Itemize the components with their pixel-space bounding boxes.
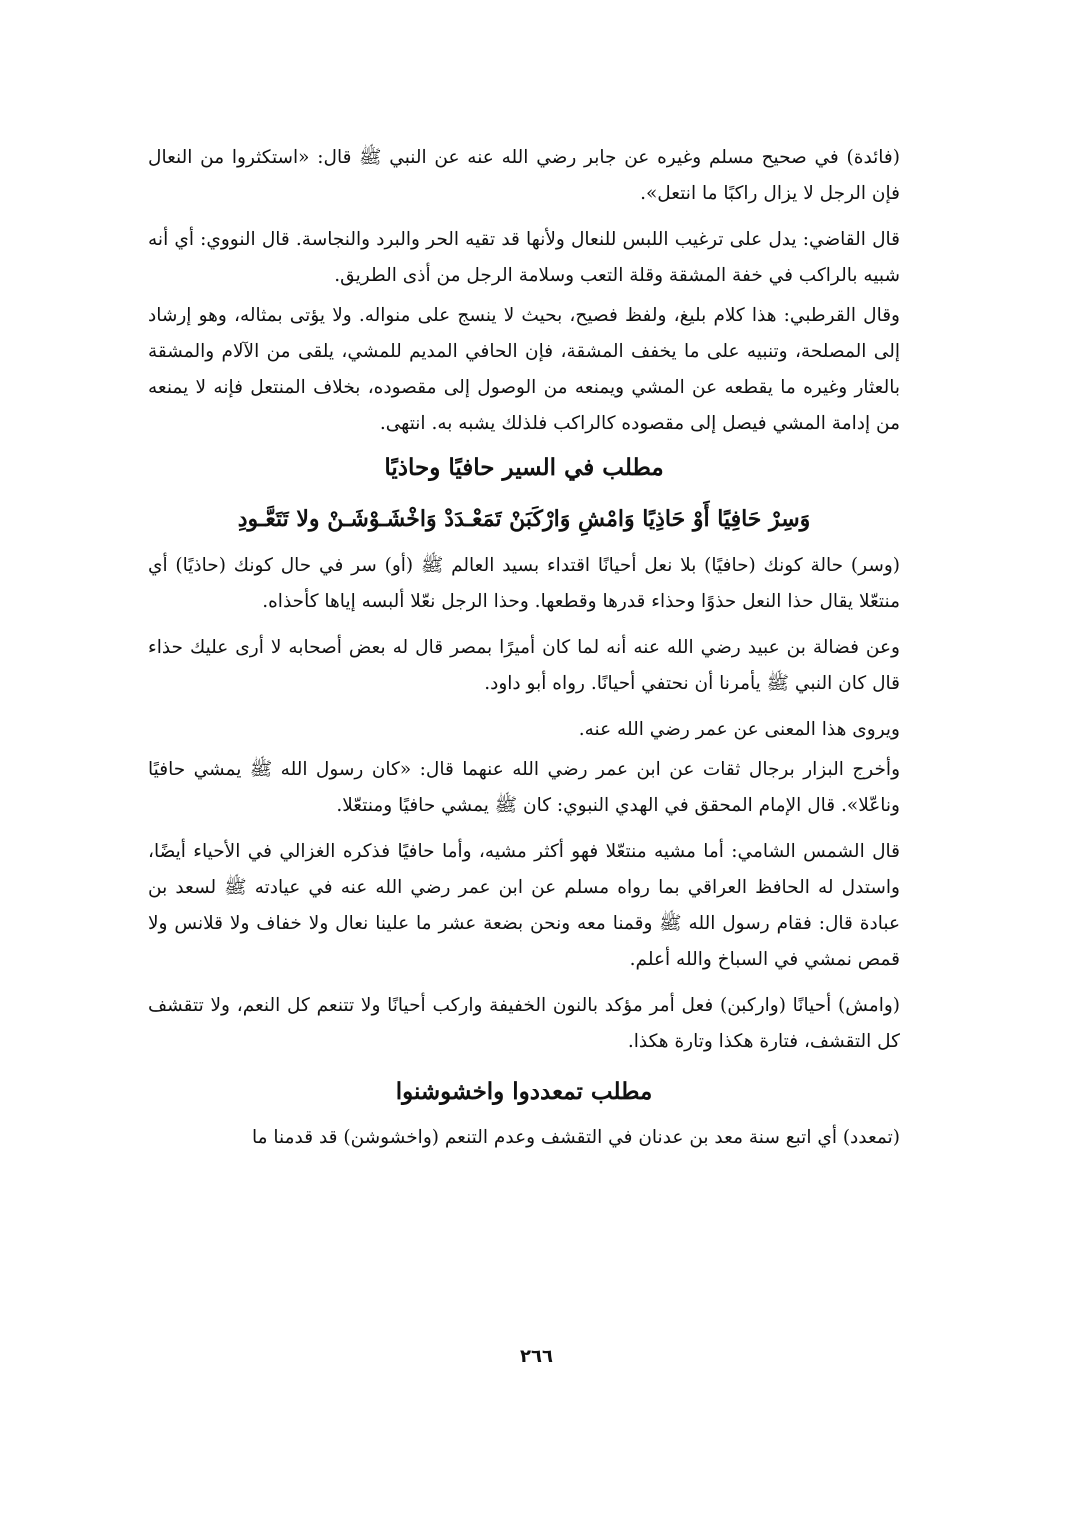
- paragraph-umar-narration: ويروى هذا المعنى عن عمر رضي الله عنه.: [578, 719, 900, 740]
- page-number: ٢٦٦: [520, 1346, 553, 1367]
- page-content: [148, 140, 900, 1166]
- section-heading-tamaadadu: مطلب تمعددوا واخشوشنوا: [395, 1078, 653, 1105]
- section-heading-walking-barefoot: مطلب في السير حافيًا وحاذيًا: [384, 454, 664, 481]
- paragraph-fadala-hadith: وعن فضالة بن عبيد رضي الله عنه أنه لما كان أميرًا بمصر قال له بعض أصحابه لا أرى عليك حذاء قال كان النبي ﷺ يأمرنا أن نحتفي أحيانًا. رواه أبو داود.: [148, 637, 900, 694]
- paragraph-verse-explanation: (وسر) حالة كونك (حافيًا) بلا نعل أحيانًا اقتداء بسيد العالم ﷺ (أو) سر في حال كونك (حاذيًا) أي منتعّلا يقال حذا النعل حذوًا وحذاء قدرها وقطعها. وحذا الرجل نعّلا ألبسه إياها كأحذاه.: [148, 555, 900, 612]
- paragraph-tamaadad-explanation: (تمعدد) أي اتبع سنة معد بن عدنان في التقشف وعدم التنعم (واخشوشن) قد قدمنا ما: [251, 1127, 900, 1148]
- paragraph-faida: (فائدة) في صحيح مسلم وغيره عن جابر رضي الله عنه عن النبي ﷺ قال: «استكثروا من النعال فإن الرجل لا يزال راكبًا ما انتعل».: [148, 147, 900, 204]
- paragraph-walk-ride: (وامش) أحيانًا (واركبن) فعل أمر مؤكد بالنون الخفيفة واركب أحيانًا ولا تتنعم كل النعم، ولا تتقشف كل التقشف، فتارة هكذا وتارة هكذا.: [148, 995, 900, 1052]
- paragraph-bazzar-narration: وأخرج البزار برجال ثقات عن ابن عمر رضي الله عنهما قال: «كان رسول الله ﷺ يمشي حافيًا وناعّلا». قال الإمام المحقق في الهدي النبوي: كان ﷺ يمشي حافيًا ومنتعّلا.: [148, 759, 900, 816]
- paragraph-qadi-nawawi: قال القاضي: يدل على ترغيب اللبس للنعال ولأنها قد تقيه الحر والبرد والنجاسة. قال النووي: أي أنه شبيه بالراكب في خفة المشقة وقلة التعب وسلامة الرجل من أذى الطريق.: [148, 229, 900, 286]
- paragraph-qurtubi: وقال القرطبي: هذا كلام بليغ، ولفظ فصيح، بحيث لا ينسج على منواله. ولا يؤتى بمثاله، وهو إرشاد إلى المصلحة، وتنبيه على ما يخفف المشقة، فإن الحافي المديم للمشي، يلقى من الآلام والمشقة بالعثار وغيره ما يقطعه عن المشي ويمنعه من الوصول إلى مقصوده، بخلاف المنتعل فإنه لا يمنعه من إدامة المشي فيصل إلى مقصوده كالراكب فلذلك يشبه به. انتهى.: [148, 305, 900, 434]
- poem-verse: وَسِرْ حَافِيًا أَوْ حَاذِيًا وَامْشِ وَارْكَبَنْ تَمَعْـدَدْ وَاخْشَـوْشَـنْ ولا تَتَعَّـودِ: [237, 506, 811, 532]
- paragraph-shami-commentary: قال الشمس الشامي: أما مشيه منتعّلا فهو أكثر مشيه، وأما حافيًا فذكره الغزالي في الأحياء أيضًا، واستدل له الحافظ العراقي بما رواه مسلم عن ابن عمر رضي الله عنه في عيادته ﷺ لسعد بن عبادة قال: فقام رسول الله ﷺ وقمنا معه ونحن بضعة عشر ما علينا نعال ولا خفاف ولا قلانس ولا قمص نمشي في السباخ والله أعلم.: [148, 841, 900, 970]
